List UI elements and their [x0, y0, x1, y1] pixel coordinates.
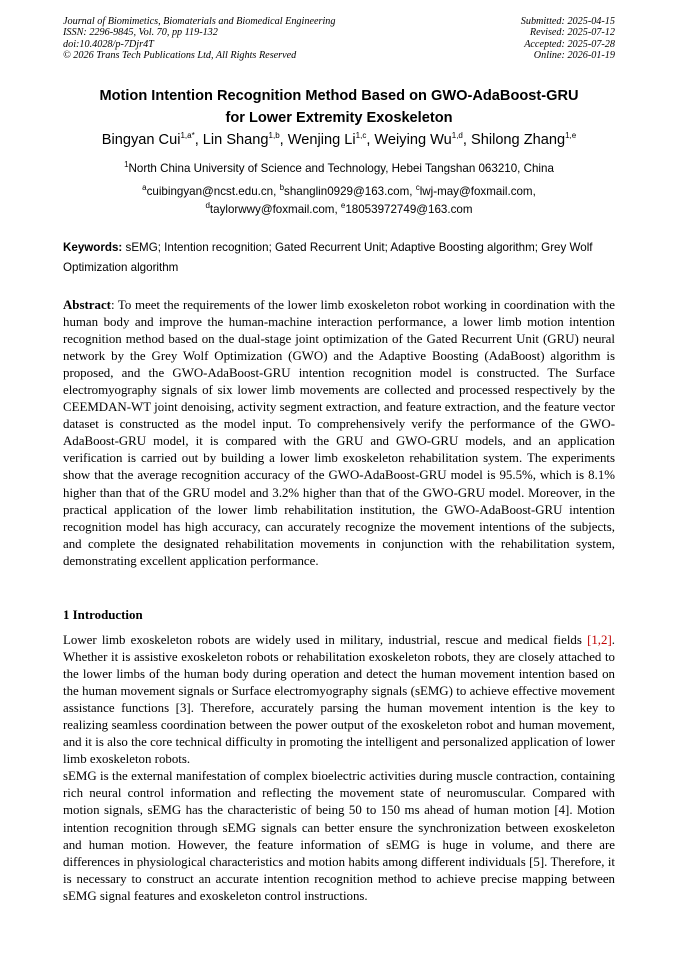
citation-link[interactable]: [1,2] [587, 633, 612, 647]
affiliation [30, 161, 648, 177]
accepted-date: Accepted: 2025-07-28 [524, 38, 615, 50]
email-line-2: $^d$taylorwwy@foxmail.com, $^e$18053972749@163.com [205, 200, 473, 216]
email-line-1: $^a$cuibingyan@ncst.edu.cn, $^b$shanglin0929@163.com, $^c$lwj-may@foxmail.com, [142, 183, 536, 198]
journal-header-right [521, 16, 615, 62]
abstract-label: Abstract [63, 298, 111, 312]
intro-text: . Whether it is assistive exoskeleton robots or rehabilitation exoskeleton robots, they are closely attached to the lower limbs of the human body during operation and detect the human movement intention based on the human movement signals or Surface electromyography signals (sEMG) to achieve effective movement assistance functions [3]. Therefore, accurately parsing the human movement intention is the key to realizing seamless coordination between the power output of the exoskeleton robot and human movement, and it is also the core technical difficulty in promoting the intelligent and personalized application of lower limb exoskeleton robots. [63, 633, 615, 767]
email-link[interactable]: 18053972749@163.com [345, 202, 473, 216]
abstract [63, 297, 615, 570]
author-name: Lin Shang [202, 132, 269, 148]
email-mark: b [279, 183, 285, 193]
email-list [30, 183, 648, 218]
journal-copyright: © 2026 Trans Tech Publications Ltd, All Rights Reserved [63, 50, 297, 62]
affiliation-text: North China University of Science and Technology, Hebei Tangshan 063210, China [128, 162, 554, 175]
author-affiliation-mark: 1,c [355, 131, 367, 141]
journal-issn: ISSN: 2296-9845, Vol. 70, pp 119-132 [63, 27, 218, 39]
email-link[interactable]: lwj-may@foxmail.com [419, 185, 533, 198]
revised-date: Revised: 2025-07-12 [529, 27, 615, 39]
email-mark: c [415, 183, 420, 193]
email-mark: a [142, 183, 147, 193]
introduction-body [63, 632, 615, 905]
intro-text: Lower limb exoskeleton robots are widely used in military, industrial, rescue and medical fields [63, 633, 588, 647]
journal-doi: doi:10.4028/p-7Djr4T [63, 38, 154, 50]
author-affiliation-mark: 1,e [565, 131, 577, 141]
keywords-label: Keywords: [63, 241, 123, 254]
affiliation-mark: 1 [124, 160, 129, 170]
author-name: Weiying Wu [374, 132, 452, 148]
author-name: Wenjing Li [287, 132, 356, 148]
title-line-2: for Lower Extremity Exoskeleton [225, 110, 453, 126]
author-affiliation-mark: 1,a* [180, 131, 195, 141]
online-date: Online: 2026-01-19 [533, 50, 615, 62]
submitted-date: Submitted: 2025-04-15 [520, 16, 615, 27]
section-heading-introduction: 1 Introduction [63, 608, 143, 622]
intro-paragraph-1 [63, 632, 615, 768]
journal-name: Journal of Biomimetics, Biomaterials and Biomedical Engineering [63, 16, 336, 27]
author-name: Bingyan Cui [101, 132, 181, 148]
email-mark: d [205, 200, 210, 210]
paper-title [40, 85, 638, 129]
intro-paragraph-2: sEMG is the external manifestation of complex bioelectric activities during muscle contraction, containing rich neural control information and reflecting the movement state of neuromuscular. Compared with motion signals, sEMG has the characteristic of being 50 to 150 ms ahead of human motion [4]. Motion intention recognition through sEMG signals can better ensure the synchronization between exoskeleton and human motion. However, the feature information of sEMG is huge in volume, and there are differences in physiological characteristics and motion habits among different individuals [5]. Therefore, it is necessary to construct an accurate intention recognition method to achieve precise mapping between sEMG signal features and exoskeleton control instructions. [63, 769, 615, 903]
email-mark: e [340, 200, 346, 210]
email-link[interactable]: shanglin0929@163.com [284, 185, 410, 198]
email-link[interactable]: taylorwwy@foxmail.com [209, 202, 335, 216]
author-affiliation-mark: 1,b [268, 131, 280, 141]
keywords-text: sEMG; Intention recognition; Gated Recurrent Unit; Adaptive Boosting algorithm; Grey Wolf Optimization algorithm [63, 241, 593, 274]
email-link[interactable]: cuibingyan@ncst.edu.cn [146, 185, 274, 198]
author-affiliation-mark: 1,d [451, 131, 463, 141]
author-list: Bingyan Cui$^{1,a*}$, Lin Shang$^{1,b}$, Wenjing Li$^{1,c}$, Weiying Wu$^{1,d}$, Shilong Zhang$^{1,e}$ [101, 131, 577, 148]
journal-header-left [63, 16, 335, 62]
keywords [63, 238, 615, 277]
author-name: Shilong Zhang [470, 132, 566, 148]
abstract-text: : To meet the requirements of the lower limb exoskeleton robot working in coordination with the human body and improve the human-machine interaction performance, a lower limb motion intention recognition method based on the dual-stage joint optimization of the Gated Recurrent Unit (GRU) neural network by the Grey Wolf Optimization (GWO) and the Adaptive Boosting (AdaBoost) algorithm is proposed, and the GWO-AdaBoost-GRU intention recognition model is constructed. The Surface electromyography signals of six lower limb movements are collected and processed respectively by the CEEMDAN-WT joint denoising, activity segment extraction, and feature extraction, and the feature vector dataset is constructed as the model input. To comprehensively verify the performance of the GWO-AdaBoost-GRU model, it is compared with the GRU and GWO-GRU models, and an application verification is carried out by building a lower limb exoskeleton rehabilitation system. The experiments show that the average recognition accuracy of the GWO-AdaBoost-GRU model is 95.5%, which is 8.1% higher than that of the GRU model and 3.2% higher than that of the GWO-GRU model. Moreover, in the practical application of the lower limb rehabilitation institution, the GWO-AdaBoost-GRU intention recognition model has high accuracy, can accurately recognize the movement intentions of the subjects, and complete the designated rehabilitation movements in conjunction with the rehabilitation system, demonstrating excellent application performance. [63, 298, 615, 568]
title-line-1: Motion Intention Recognition Method Based on GWO-AdaBoost-GRU [99, 88, 579, 104]
